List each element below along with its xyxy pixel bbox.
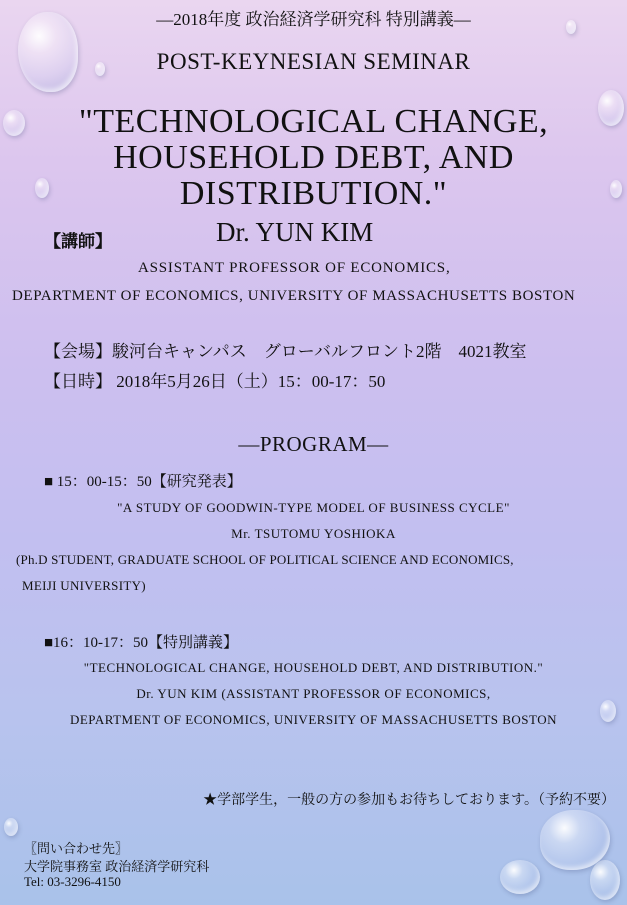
session-2-department: DEPARTMENT OF ECONOMICS, UNIVERSITY OF MASSACHUSETTS BOSTON bbox=[69, 712, 558, 727]
lecture-title-line-1: "TECHNOLOGICAL CHANGE, bbox=[78, 103, 549, 140]
participation-notice: ★学部学生，一般の方の参加もお待ちしております。（予約不要） bbox=[203, 793, 615, 808]
session-2-time: ■16：10-17：50【特別講義】 bbox=[44, 635, 239, 651]
session-1-affiliation-line-2: MEIJI UNIVERSITY) bbox=[22, 578, 146, 593]
water-drop-decoration bbox=[4, 818, 18, 836]
date-time: 【日時】 2018年5月26日（土）15：00-17：50 bbox=[44, 372, 386, 391]
session-1-time: ■ 15：00-15：50【研究発表】 bbox=[44, 474, 242, 490]
water-drop-decoration bbox=[590, 860, 620, 900]
session-1-affiliation-line-1: (Ph.D STUDENT, GRADUATE SCHOOL OF POLITICAL SCIENCE AND ECONOMICS, bbox=[16, 552, 514, 567]
session-1-speaker: Mr. TSUTOMU YOSHIOKA bbox=[231, 526, 396, 541]
lecture-title-line-3: DISTRIBUTION." bbox=[179, 175, 448, 212]
contact-office: 大学院事務室 政治経済学研究科 bbox=[24, 859, 210, 874]
session-2-speaker: Dr. YUN KIM (ASSISTANT PROFESSOR OF ECONOMICS, bbox=[136, 686, 491, 701]
contact-label: 〖問い合わせ先〗 bbox=[24, 841, 129, 856]
lecturer-position: ASSISTANT PROFESSOR OF ECONOMICS, bbox=[138, 260, 451, 276]
program-heading: ―PROGRAM― bbox=[238, 432, 389, 456]
water-drop-decoration bbox=[500, 860, 540, 894]
session-2-title: "TECHNOLOGICAL CHANGE, HOUSEHOLD DEBT, AND DISTRIBUTION." bbox=[83, 660, 544, 675]
lecturer-label: 【講師】 bbox=[44, 232, 112, 251]
lecturer-department: DEPARTMENT OF ECONOMICS, UNIVERSITY OF MASSACHUSETTS BOSTON bbox=[12, 288, 576, 304]
seminar-name: POST-KEYNESIAN SEMINAR bbox=[156, 49, 471, 74]
contact-tel: Tel: 03-3296-4150 bbox=[24, 874, 121, 889]
lecturer-name: Dr. YUN KIM bbox=[216, 217, 374, 247]
event-subtitle: ―2018年度 政治経済学研究科 特別講義― bbox=[156, 10, 471, 29]
lecture-title-line-2: HOUSEHOLD DEBT, AND bbox=[113, 139, 514, 176]
session-1-title: "A STUDY OF GOODWIN-TYPE MODEL OF BUSINESS CYCLE" bbox=[117, 500, 510, 515]
venue: 【会場】駿河台キャンパス グローバルフロント2階 4021教室 bbox=[44, 342, 527, 361]
